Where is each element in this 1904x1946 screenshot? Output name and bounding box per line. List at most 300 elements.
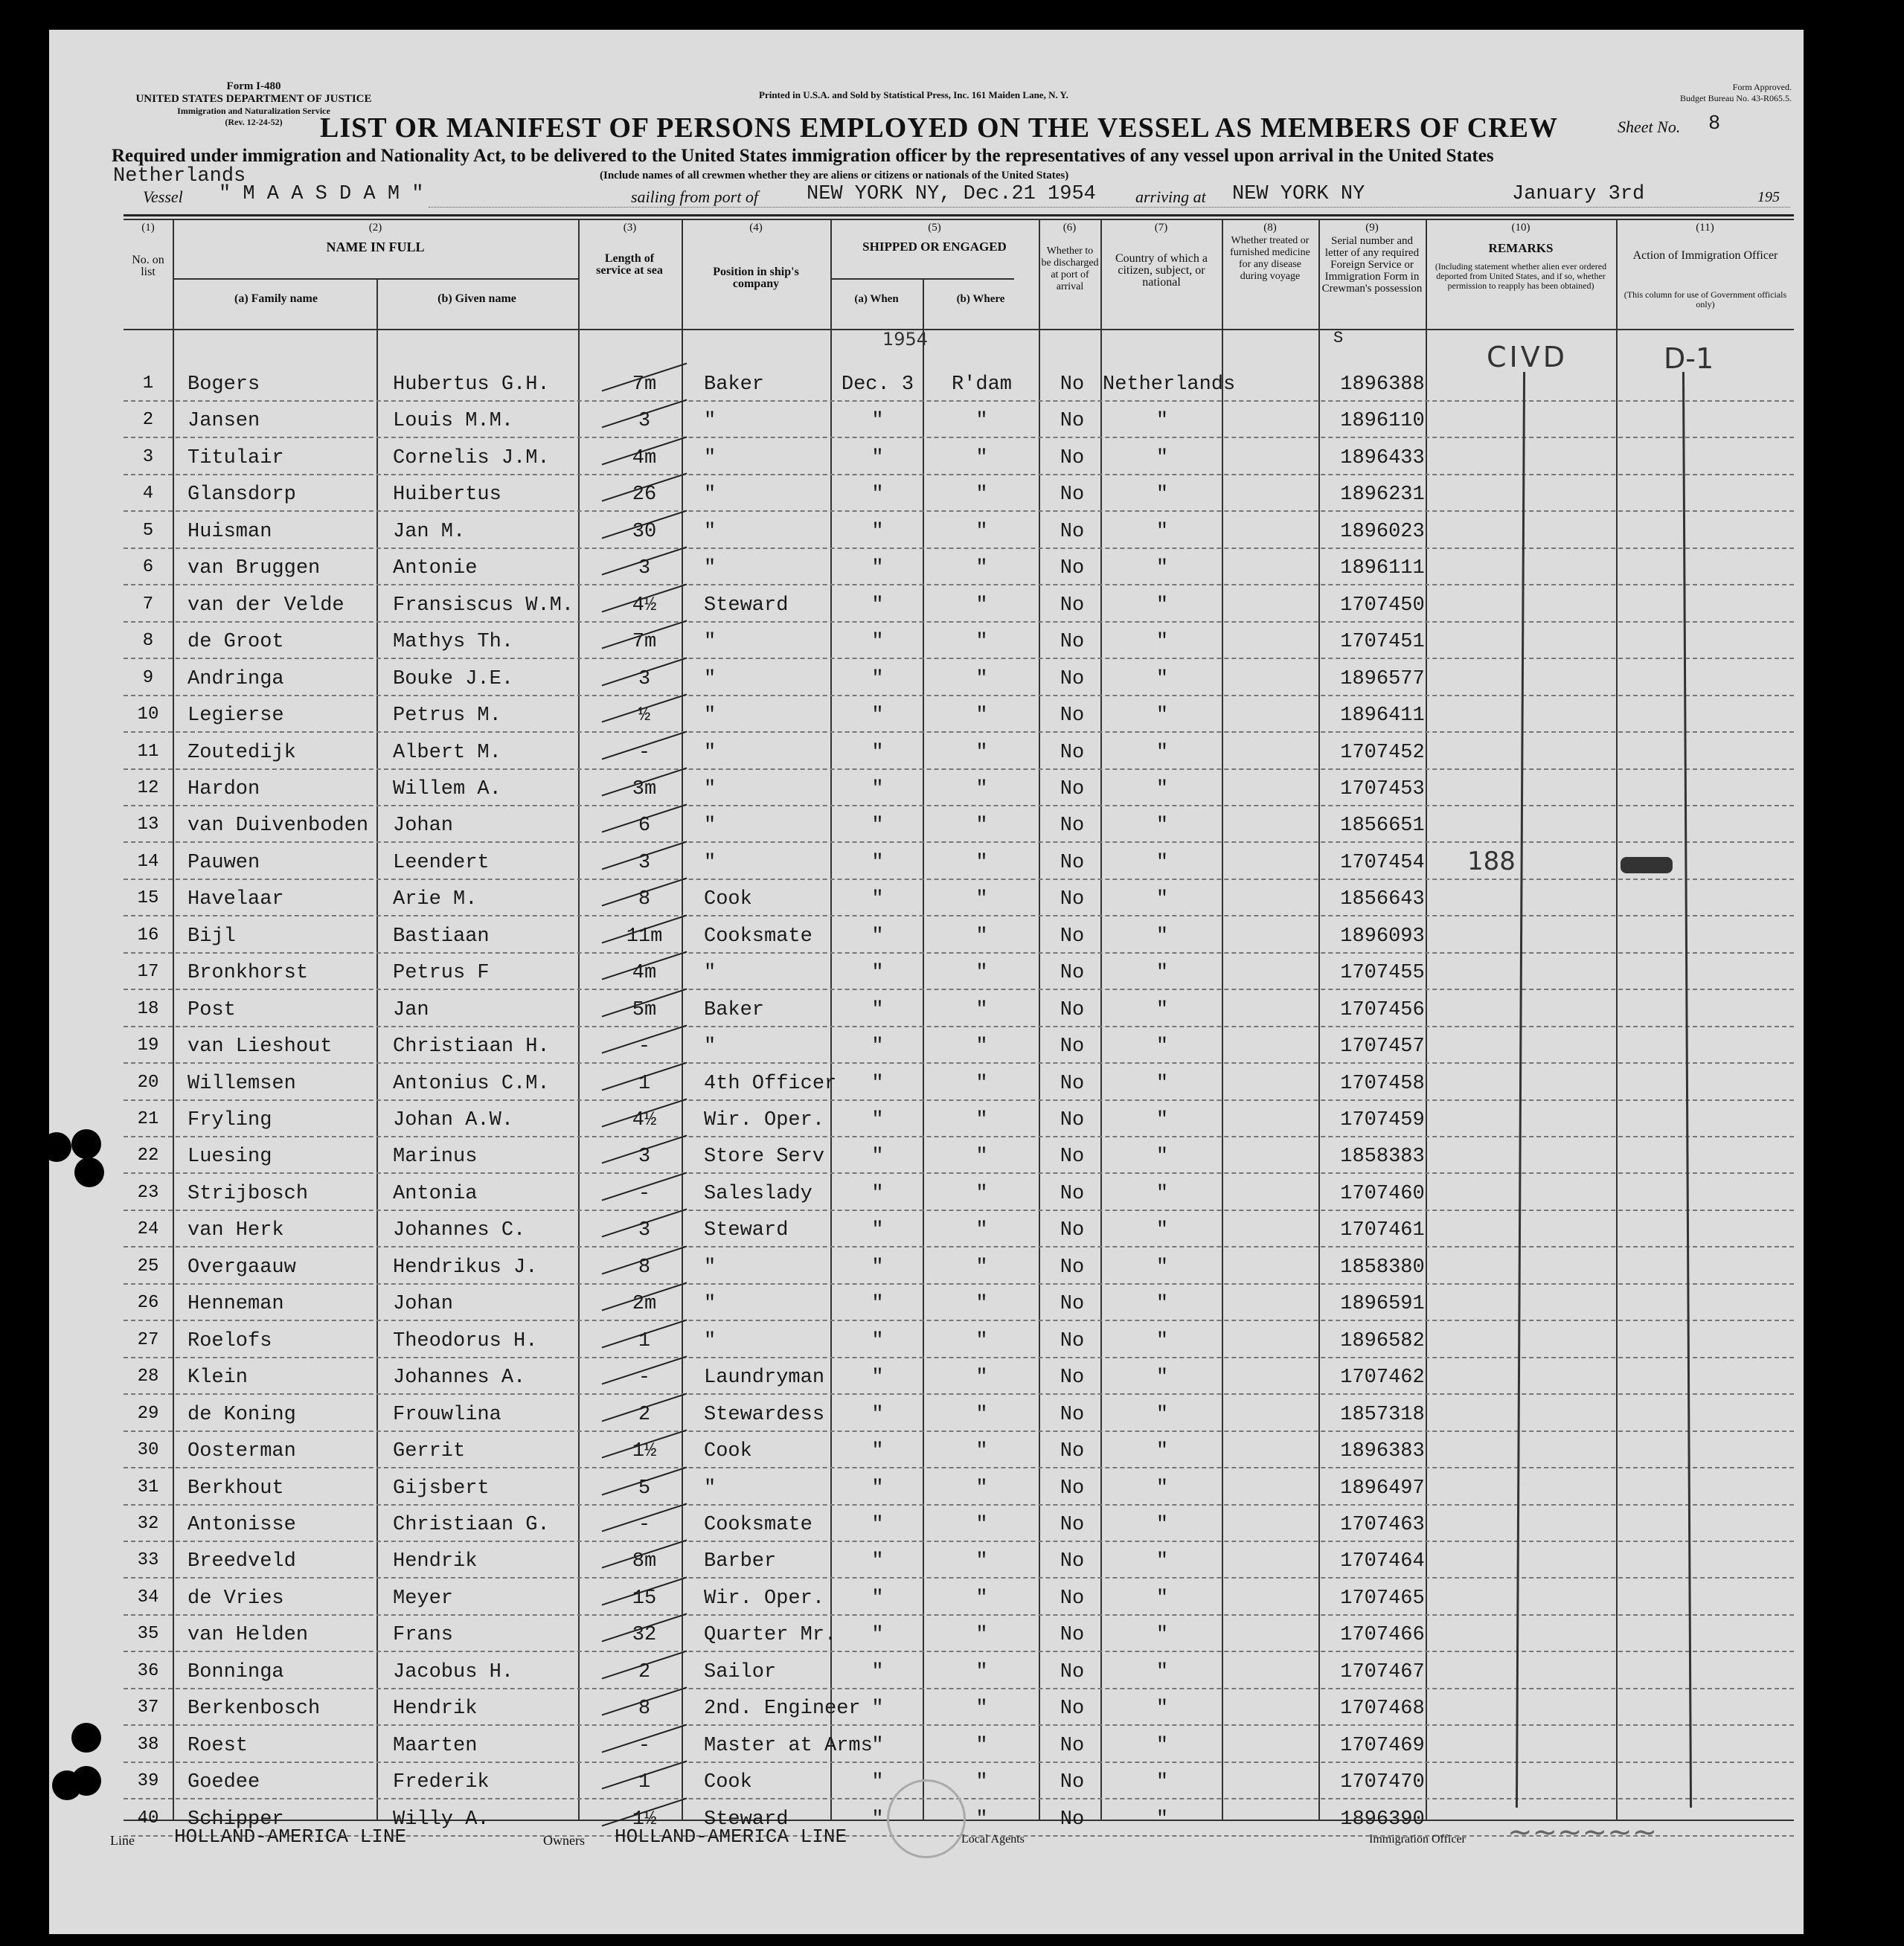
country: " xyxy=(1155,1329,1169,1352)
table-row xyxy=(49,771,1804,807)
country: " xyxy=(1155,1513,1169,1536)
given-name: Antonie xyxy=(393,557,478,580)
row-number: 17 xyxy=(137,962,159,983)
position: Quarter Mr. xyxy=(704,1624,837,1647)
service-length: 2m xyxy=(632,1293,657,1316)
row-number: 8 xyxy=(142,631,154,652)
table-row xyxy=(49,661,1804,697)
arrival-date: January 3rd xyxy=(1512,183,1645,205)
row-divider xyxy=(124,805,1794,806)
discharged: No xyxy=(1060,888,1085,911)
position: " xyxy=(704,557,717,580)
service-length: 1½ xyxy=(632,1808,657,1831)
shipped-where: " xyxy=(975,1146,988,1169)
given-name: Christiaan H. xyxy=(393,1035,550,1059)
country: " xyxy=(1155,446,1169,469)
given-name: Johannes A. xyxy=(393,1367,526,1390)
given-name: Gerrit xyxy=(393,1440,466,1463)
serial-number: 1896093 xyxy=(1340,925,1425,948)
table-row xyxy=(49,844,1804,881)
sheet-label: Sheet No. xyxy=(1618,118,1681,136)
family-name: van Helden xyxy=(187,1624,309,1647)
shipped-when: " xyxy=(871,962,884,985)
table-top-border xyxy=(124,214,1794,216)
shipped-where: " xyxy=(975,446,988,469)
row-divider xyxy=(124,952,1794,954)
table-row xyxy=(49,623,1804,660)
serial-number: 1896390 xyxy=(1340,1808,1425,1831)
serial-number: 1707468 xyxy=(1340,1698,1425,1721)
row-number: 31 xyxy=(137,1477,159,1497)
row-number: 33 xyxy=(137,1550,159,1571)
family-name: Overgaauw xyxy=(187,1256,296,1279)
shipped-when: " xyxy=(871,888,884,911)
family-name: Berkenbosch xyxy=(187,1698,321,1721)
family-name: Andringa xyxy=(187,667,284,690)
row-divider xyxy=(124,1026,1794,1027)
shipped-when: " xyxy=(871,1182,884,1205)
service-length: 4½ xyxy=(632,1109,657,1131)
shipped-where: " xyxy=(975,1293,988,1316)
position: " xyxy=(704,962,717,985)
table-row xyxy=(49,587,1804,623)
given-name: Johannes C. xyxy=(393,1219,526,1242)
row-number: 19 xyxy=(137,1035,159,1056)
row-divider xyxy=(124,474,1794,475)
col5-number: (5) xyxy=(928,222,941,234)
discharged: No xyxy=(1060,1587,1085,1610)
shipped-when: " xyxy=(871,446,884,469)
given-name: Meyer xyxy=(393,1587,454,1610)
discharged: No xyxy=(1060,1624,1085,1647)
shipped-when: Dec. 3 xyxy=(841,373,914,396)
shipped-when: " xyxy=(871,1734,884,1757)
shipped-when: " xyxy=(871,410,884,433)
row-number: 23 xyxy=(137,1182,159,1203)
row-divider xyxy=(124,1136,1794,1137)
row-divider xyxy=(124,768,1794,770)
country: " xyxy=(1155,1293,1169,1316)
shipped-when: " xyxy=(871,520,884,543)
year-prefix: 195 xyxy=(1757,189,1780,205)
country: " xyxy=(1155,1440,1169,1463)
row-divider xyxy=(124,1541,1794,1542)
row-divider xyxy=(124,1210,1794,1211)
given-name: Theodorus H. xyxy=(393,1329,538,1352)
row-divider xyxy=(124,1467,1794,1468)
position: " xyxy=(704,741,717,764)
serial-number: 1707465 xyxy=(1340,1587,1425,1610)
col10-header: REMARKS xyxy=(1488,241,1554,255)
position: " xyxy=(704,851,717,874)
family-name: Titulair xyxy=(187,446,284,469)
serial-number: 1707456 xyxy=(1340,998,1425,1021)
serial-number: 1707458 xyxy=(1340,1072,1425,1095)
shipped-when: " xyxy=(871,1109,884,1131)
given-name: Johan A.W. xyxy=(393,1109,514,1131)
shipped-where: " xyxy=(975,777,988,800)
row-divider xyxy=(124,510,1794,512)
serial-number: 1707457 xyxy=(1340,1035,1425,1059)
shipped-when: " xyxy=(871,741,884,764)
service-length: 8 xyxy=(638,1698,651,1721)
given-name: Hendrik xyxy=(393,1698,478,1721)
service-length: 3 xyxy=(638,410,651,433)
position: Wir. Oper. xyxy=(704,1587,825,1610)
col4-header: Position in ship's company xyxy=(713,266,799,290)
family-name: Havelaar xyxy=(187,888,284,911)
discharged: No xyxy=(1060,741,1085,764)
row-divider xyxy=(124,1393,1794,1395)
shipped-when: " xyxy=(871,1146,884,1169)
row-number: 32 xyxy=(137,1513,159,1534)
vessel-label: Vessel xyxy=(143,187,183,206)
col4-number: (4) xyxy=(749,222,763,234)
discharged: No xyxy=(1060,1477,1085,1500)
row-number: 38 xyxy=(137,1734,159,1755)
country: " xyxy=(1155,777,1169,800)
shipped-where: " xyxy=(975,851,988,874)
table-row xyxy=(49,1065,1804,1102)
family-name: Fryling xyxy=(187,1109,272,1131)
position: " xyxy=(704,667,717,690)
family-name: Roelofs xyxy=(187,1329,272,1352)
shipped-when: " xyxy=(871,1771,884,1794)
shipped-when: " xyxy=(871,851,884,874)
discharged: No xyxy=(1060,1403,1085,1426)
country: " xyxy=(1155,851,1169,874)
table-row xyxy=(49,1543,1804,1579)
service-length: - xyxy=(638,1182,651,1205)
family-name: Bogers xyxy=(187,373,260,396)
family-name: Pauwen xyxy=(187,851,260,874)
discharged: No xyxy=(1060,1734,1085,1757)
service-length: 11m xyxy=(626,925,663,948)
country: " xyxy=(1155,1587,1169,1610)
given-name: Johan xyxy=(393,815,454,838)
shipped-when: " xyxy=(871,1513,884,1536)
row-divider xyxy=(124,1724,1794,1726)
family-name: Berkhout xyxy=(187,1477,284,1500)
row-divider xyxy=(124,1430,1794,1432)
position: 4th Officer xyxy=(704,1072,837,1095)
position: Master at Arms xyxy=(704,1734,873,1757)
serial-number: 1707455 xyxy=(1340,962,1425,985)
serial-number: 1707467 xyxy=(1340,1660,1425,1683)
col5-header: SHIPPED OR ENGAGED xyxy=(862,240,1007,254)
country: " xyxy=(1155,410,1169,433)
table-row xyxy=(49,440,1804,476)
country: " xyxy=(1155,741,1169,764)
serial-number: 1896582 xyxy=(1340,1329,1425,1352)
scribble-mark xyxy=(1621,857,1673,873)
service-length: 3 xyxy=(638,557,651,580)
serial-number: 1896111 xyxy=(1340,557,1425,580)
family-name: Klein xyxy=(187,1367,249,1390)
col3-number: (3) xyxy=(623,222,637,234)
row-number: 39 xyxy=(137,1771,159,1792)
position: " xyxy=(704,520,717,543)
country: " xyxy=(1155,1035,1169,1059)
manifest-title: LIST OR MANIFEST OF PERSONS EMPLOYED ON THE VESSEL AS MEMBERS OF CREW xyxy=(320,112,1558,144)
serial-number: 1896388 xyxy=(1340,373,1425,396)
discharged: No xyxy=(1060,1219,1085,1242)
serial-number: 1896411 xyxy=(1340,704,1425,728)
row-number: 12 xyxy=(137,777,159,798)
row-divider xyxy=(124,879,1794,880)
serial-number: 1896231 xyxy=(1340,484,1425,507)
given-name: Jacobus H. xyxy=(393,1660,514,1683)
shipped-when: " xyxy=(871,1624,884,1647)
vessel-name: " M A A S D A M " xyxy=(219,183,424,205)
discharged: No xyxy=(1060,815,1085,838)
discharged: No xyxy=(1060,925,1085,948)
punch-hole xyxy=(42,1132,71,1162)
country: " xyxy=(1155,1771,1169,1794)
family-name: Luesing xyxy=(187,1146,272,1169)
service-length: 30 xyxy=(632,520,657,543)
name-subheader-line xyxy=(173,278,578,280)
serial-number: 1856643 xyxy=(1340,888,1425,911)
given-name: Huibertus xyxy=(393,484,501,507)
serial-number: 1896577 xyxy=(1340,667,1425,690)
row-number: 18 xyxy=(137,998,159,1019)
discharged: No xyxy=(1060,1440,1085,1463)
service-length: 7m xyxy=(632,631,657,654)
given-name: Hendrikus J. xyxy=(393,1256,538,1279)
table-row xyxy=(49,513,1804,550)
table-top-border-inner xyxy=(124,219,1794,220)
family-name: van Herk xyxy=(187,1219,284,1242)
discharged: No xyxy=(1060,410,1085,433)
table-row xyxy=(49,1359,1804,1396)
shipped-where: " xyxy=(975,631,988,654)
col1-number: (1) xyxy=(141,222,155,234)
table-row xyxy=(49,1727,1804,1764)
shipped-where: " xyxy=(975,557,988,580)
service-length: 15 xyxy=(632,1587,657,1610)
country: " xyxy=(1155,1550,1169,1573)
position: " xyxy=(704,631,717,654)
given-name: Louis M.M. xyxy=(393,410,514,433)
family-name: Breedveld xyxy=(187,1550,296,1573)
discharged: No xyxy=(1060,1109,1085,1131)
shipped-where: " xyxy=(975,1513,988,1536)
department-name: UNITED STATES DEPARTMENT OF JUSTICE xyxy=(135,93,372,105)
row-number: 16 xyxy=(137,925,159,945)
serial-number: 1707463 xyxy=(1340,1513,1425,1536)
position: Cook xyxy=(704,888,752,911)
col9-header: Serial number and letter of any required Foreign Service or Immigration Form in Crewman's possession xyxy=(1321,235,1423,295)
col11-header: Action of Immigration Officer xyxy=(1632,249,1778,262)
action-annotation: D-1 xyxy=(1664,342,1714,375)
shipped-where: " xyxy=(975,520,988,543)
row-divider xyxy=(124,621,1794,623)
col6-header: Whether to be discharged at port of arrival xyxy=(1041,245,1099,292)
col5b-header: (b) Where xyxy=(956,293,1005,305)
shipped-when: " xyxy=(871,815,884,838)
family-name: Bijl xyxy=(187,925,236,948)
service-length: 1 xyxy=(638,1329,651,1352)
row-number: 34 xyxy=(137,1587,159,1608)
given-name: Hendrik xyxy=(393,1550,478,1573)
serial-number: 1707466 xyxy=(1340,1624,1425,1647)
row-divider xyxy=(124,1320,1794,1321)
shipped-where: " xyxy=(975,1109,988,1131)
family-name: Legierse xyxy=(187,704,284,728)
row-divider xyxy=(124,1577,1794,1579)
service-length: 1 xyxy=(638,1072,651,1095)
service-length: ½ xyxy=(638,704,651,728)
position: " xyxy=(704,704,717,728)
table-row xyxy=(49,1323,1804,1359)
given-name: Frederik xyxy=(393,1771,490,1794)
given-name: Petrus M. xyxy=(393,704,501,728)
table-row xyxy=(49,476,1804,513)
table-row xyxy=(49,1249,1804,1285)
approval-block xyxy=(1616,82,1792,104)
shipped-when: " xyxy=(871,704,884,728)
position: " xyxy=(704,1329,717,1352)
serial-number: 1707450 xyxy=(1340,594,1425,617)
shipped-where: " xyxy=(975,484,988,507)
position: " xyxy=(704,1293,717,1316)
serial-number: 1896497 xyxy=(1340,1477,1425,1500)
given-name: Jan M. xyxy=(393,520,466,543)
country: " xyxy=(1155,1182,1169,1205)
manifest-subtitle: Required under immigration and Nationality Act, to be delivered to the United States immigration officer by the representatives of any vessel upon arrival in the United States xyxy=(112,146,1494,166)
form-approved: Form Approved. xyxy=(1732,82,1792,92)
shipped-where: " xyxy=(975,1808,988,1831)
owners-value: HOLLAND-AMERICA LINE xyxy=(615,1825,847,1848)
table-row xyxy=(49,1616,1804,1653)
service-length: 3 xyxy=(638,851,651,874)
country: " xyxy=(1155,1660,1169,1683)
shipped-when: " xyxy=(871,1256,884,1279)
country: " xyxy=(1155,594,1169,617)
country: " xyxy=(1155,1403,1169,1426)
shipped-when: " xyxy=(871,557,884,580)
shipped-where: " xyxy=(975,1367,988,1390)
row-divider xyxy=(124,1099,1794,1101)
serial-number: 1857318 xyxy=(1340,1403,1425,1426)
position: Cooksmate xyxy=(704,1513,812,1536)
col6-number: (6) xyxy=(1062,222,1077,234)
shipped-when: " xyxy=(871,1293,884,1316)
row-number: 15 xyxy=(137,888,159,909)
given-name: Cornelis J.M. xyxy=(393,446,550,469)
arriving-port: NEW YORK NY xyxy=(1232,183,1365,205)
serial-number: 1856651 xyxy=(1340,815,1425,838)
shipped-where: " xyxy=(975,1477,988,1500)
shipped-when: " xyxy=(871,1329,884,1352)
shipped-where: " xyxy=(975,1550,988,1573)
family-name: Zoutedijk xyxy=(187,741,296,764)
serial-number: 1707469 xyxy=(1340,1734,1425,1757)
row-divider xyxy=(124,1246,1794,1247)
sailing-label: sailing from port of xyxy=(631,187,758,206)
shipped-when: " xyxy=(871,484,884,507)
family-name: Oosterman xyxy=(187,1440,296,1463)
serial-number: 1707451 xyxy=(1340,631,1425,654)
position: Steward xyxy=(704,1808,789,1831)
discharged: No xyxy=(1060,777,1085,800)
given-name: Marinus xyxy=(393,1146,478,1169)
position: Store Serv xyxy=(704,1146,825,1169)
table-row xyxy=(49,1212,1804,1248)
serial-number: 1896110 xyxy=(1340,410,1425,433)
serial-number: 1896591 xyxy=(1340,1293,1425,1316)
shipped-when: " xyxy=(871,1219,884,1242)
family-name: van Bruggen xyxy=(187,557,321,580)
family-name: Post xyxy=(187,998,236,1021)
row-number: 21 xyxy=(137,1109,159,1129)
country: " xyxy=(1155,888,1169,911)
discharged: No xyxy=(1060,1660,1085,1683)
service-name: Immigration and Naturalization Service xyxy=(177,106,330,116)
col7-header: Country of which a citizen, subject, or national xyxy=(1115,252,1208,289)
table-row xyxy=(49,1028,1804,1064)
serial-number: 1707453 xyxy=(1340,777,1425,800)
row-number: 27 xyxy=(137,1329,159,1350)
family-name: Strijbosch xyxy=(187,1182,309,1205)
discharged: No xyxy=(1060,1072,1085,1095)
col2-header: NAME IN FULL xyxy=(326,240,425,254)
given-name: Mathys Th. xyxy=(393,631,514,654)
table-row xyxy=(49,550,1804,586)
position: " xyxy=(704,815,717,838)
given-name: Willy A. xyxy=(393,1808,490,1831)
shipped-where: " xyxy=(975,1624,988,1647)
row-divider xyxy=(124,1357,1794,1358)
col3-header: Length of service at sea xyxy=(596,252,663,277)
discharged: No xyxy=(1060,1293,1085,1316)
position: Wir. Oper. xyxy=(704,1109,825,1131)
serial-number: 1858380 xyxy=(1340,1256,1425,1279)
shipped-when: " xyxy=(871,1808,884,1831)
position: Stewardess xyxy=(704,1403,825,1426)
service-length: 7m xyxy=(632,373,657,396)
given-name: Gijsbert xyxy=(393,1477,490,1500)
service-length: 5m xyxy=(632,998,657,1021)
discharged: No xyxy=(1060,373,1085,396)
col11-note: (This column for use of Government officials only) xyxy=(1623,289,1787,309)
country: " xyxy=(1155,631,1169,654)
row-divider xyxy=(124,1614,1794,1616)
row-number: 1 xyxy=(142,373,154,394)
country: " xyxy=(1155,1367,1169,1390)
row-number: 2 xyxy=(142,410,154,431)
service-length: 4½ xyxy=(632,594,657,617)
family-name: van Lieshout xyxy=(187,1035,333,1059)
col5a-header: (a) When xyxy=(854,293,899,305)
service-length: 32 xyxy=(632,1624,657,1647)
discharged: No xyxy=(1060,594,1085,617)
given-name: Frouwlina xyxy=(393,1403,501,1426)
family-name: Bronkhorst xyxy=(187,962,309,985)
serial-number: 1707459 xyxy=(1340,1109,1425,1131)
table-row xyxy=(49,1396,1804,1433)
shipped-when: " xyxy=(871,1660,884,1683)
discharged: No xyxy=(1060,446,1085,469)
family-name: van der Velde xyxy=(187,594,344,617)
given-name: Fransiscus W.M. xyxy=(393,594,574,617)
service-length: - xyxy=(638,1367,651,1390)
shipped-where: " xyxy=(975,1698,988,1721)
row-number: 30 xyxy=(137,1440,159,1461)
agents-label: Local Agents xyxy=(961,1833,1025,1846)
table-row xyxy=(49,1470,1804,1506)
